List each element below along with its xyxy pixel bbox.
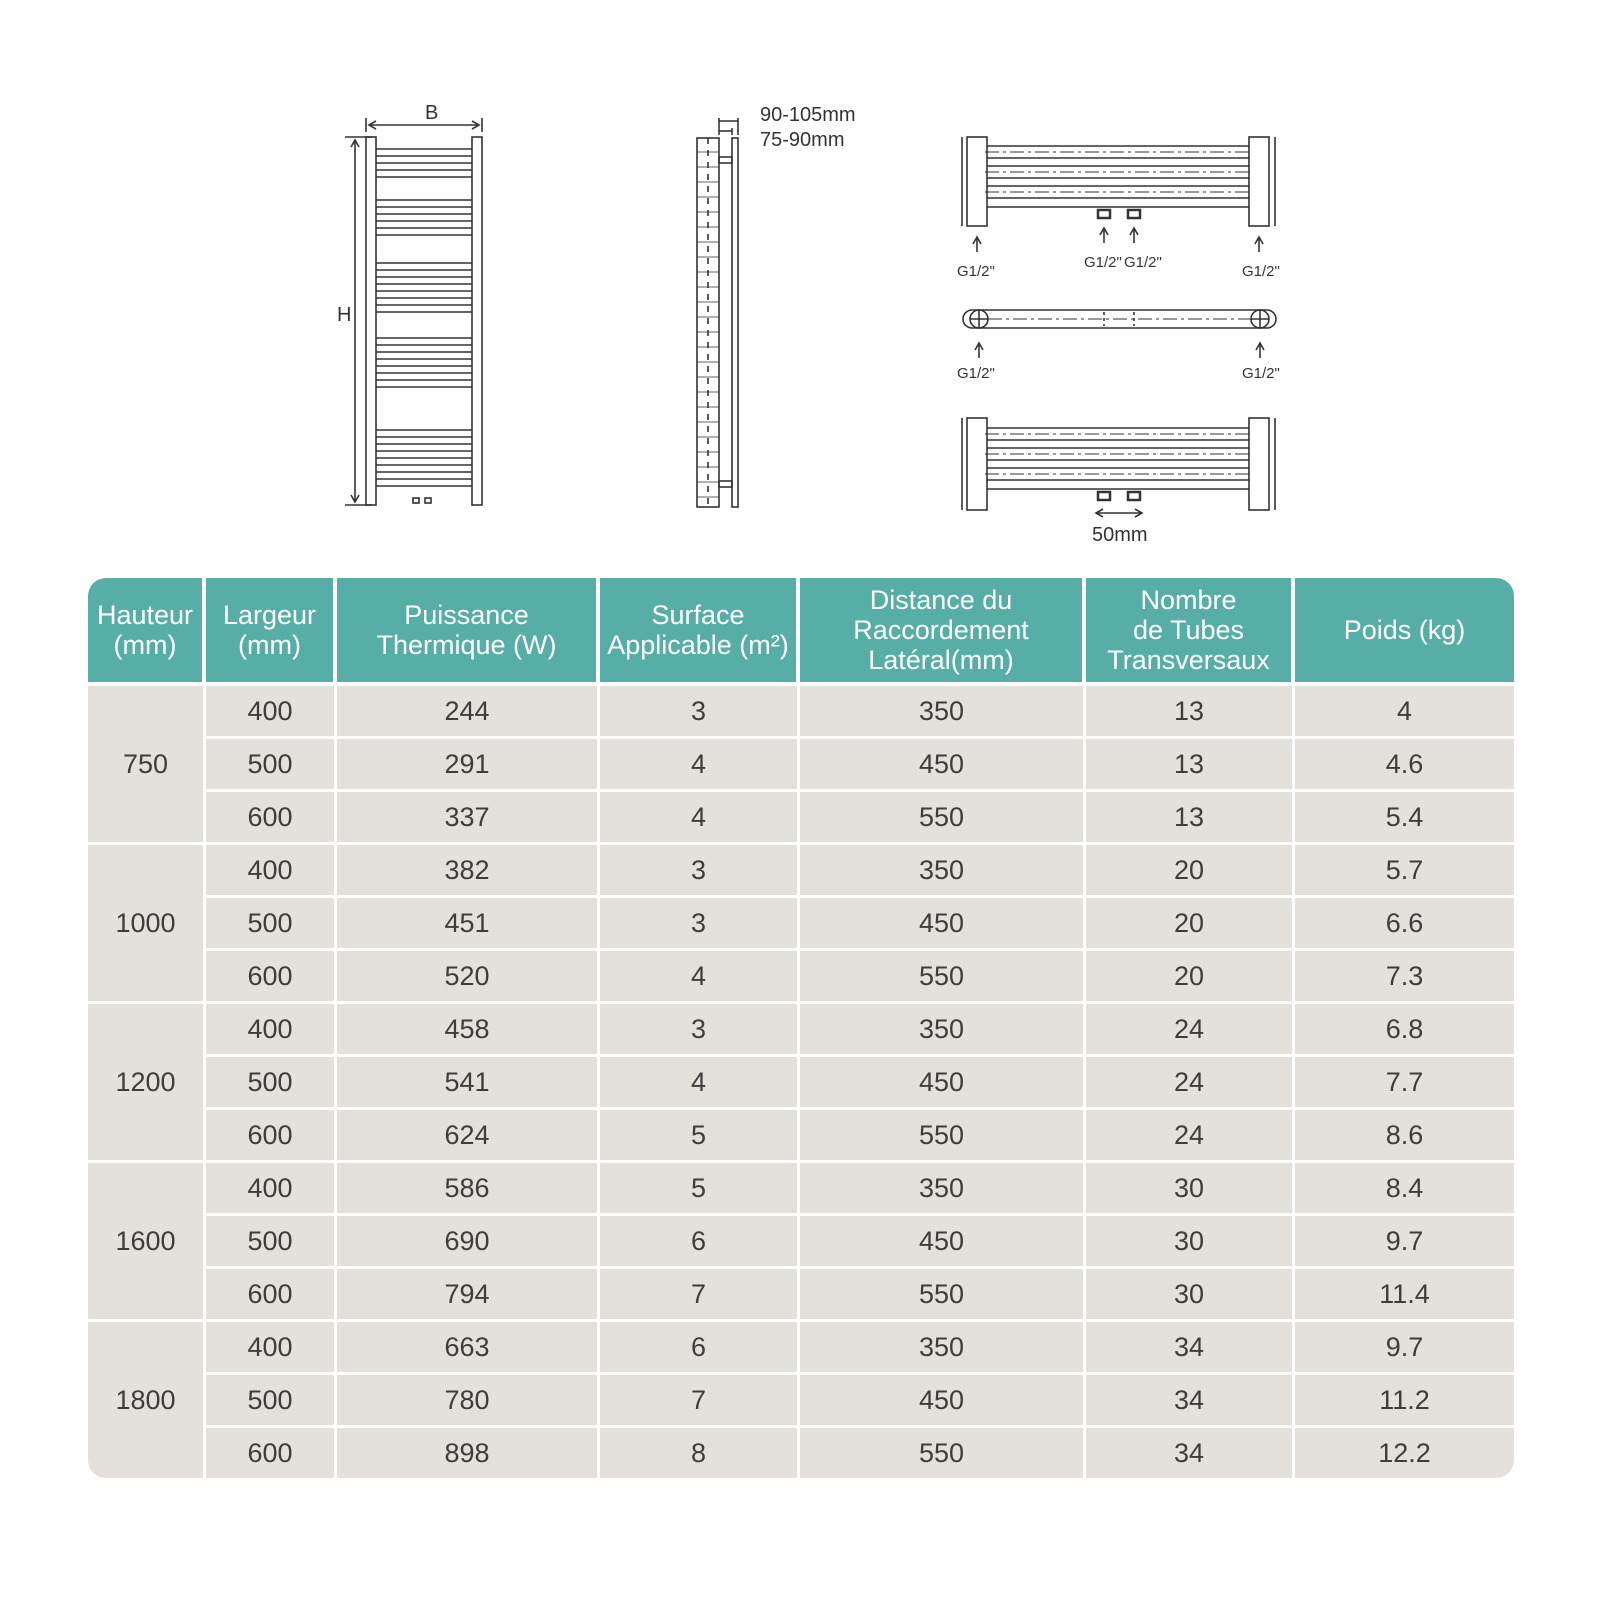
- table-row: [88, 1322, 1514, 1375]
- column-header: [337, 578, 600, 682]
- column-header-line: Raccordement: [853, 615, 1029, 645]
- table-cell: 520: [337, 951, 600, 1004]
- table-cell: 7.7: [1295, 1057, 1514, 1110]
- table-row: [88, 1375, 1514, 1428]
- table-cell: 8.6: [1295, 1110, 1514, 1163]
- table-cell: 500: [206, 1057, 337, 1110]
- table-cell: 34: [1086, 1428, 1295, 1478]
- table-cell: 450: [800, 1216, 1086, 1269]
- table-cell: 6: [600, 1216, 800, 1269]
- column-header-line: (mm): [113, 630, 177, 660]
- table-cell: 898: [337, 1428, 600, 1478]
- table-row: [88, 1057, 1514, 1110]
- table-cell: 450: [800, 1375, 1086, 1428]
- table-cell: 4: [1295, 682, 1514, 739]
- table-cell: 20: [1086, 951, 1295, 1004]
- table-cell: 24: [1086, 1057, 1295, 1110]
- column-header-line: de Tubes: [1132, 615, 1245, 645]
- column-header: [1295, 578, 1514, 682]
- table-cell: 11.2: [1295, 1375, 1514, 1428]
- front-view-drawing: [345, 118, 482, 505]
- table-cell: 400: [206, 1004, 337, 1057]
- table-cell: 24: [1086, 1110, 1295, 1163]
- hauteur-cell: 1200: [88, 1004, 206, 1163]
- table-cell: 20: [1086, 898, 1295, 951]
- table-cell: 500: [206, 898, 337, 951]
- table-cell: 550: [800, 1110, 1086, 1163]
- column-header: [600, 578, 800, 682]
- table-cell: 5.4: [1295, 792, 1514, 845]
- table-row: [88, 951, 1514, 1004]
- column-header-line: (mm): [238, 630, 301, 660]
- table-cell: 550: [800, 792, 1086, 845]
- table-row: [88, 792, 1514, 845]
- column-header-line: Applicable (m²): [607, 630, 789, 660]
- table-cell: 663: [337, 1322, 600, 1375]
- table-cell: 8: [600, 1428, 800, 1478]
- table-cell: 7: [600, 1375, 800, 1428]
- table-cell: 291: [337, 739, 600, 792]
- table-cell: 500: [206, 1216, 337, 1269]
- table-cell: 30: [1086, 1269, 1295, 1322]
- table-row: [88, 845, 1514, 898]
- table-cell: 3: [600, 682, 800, 739]
- column-header-line: Largeur: [222, 600, 317, 630]
- conn-label-top-left: G1/2": [957, 263, 995, 280]
- table-cell: 600: [206, 951, 337, 1004]
- table-cell: 382: [337, 845, 600, 898]
- table-cell: 690: [337, 1216, 600, 1269]
- connection-top-drawing: [962, 137, 1275, 252]
- conn-label-top-mid-a: G1/2": [1084, 254, 1122, 271]
- table-cell: 400: [206, 682, 337, 739]
- table-cell: 550: [800, 1428, 1086, 1478]
- connection-plan-drawing: [963, 310, 1276, 358]
- column-header-line: Transversaux: [1107, 645, 1270, 675]
- table-cell: 4.6: [1295, 739, 1514, 792]
- table-cell: 4: [600, 1057, 800, 1110]
- column-header-line: Nombre: [1140, 585, 1237, 615]
- conn-label-top-mid-b: G1/2": [1124, 254, 1162, 271]
- table-cell: 541: [337, 1057, 600, 1110]
- table-cell: 4: [600, 951, 800, 1004]
- table-cell: 5: [600, 1163, 800, 1216]
- table-row: [88, 1216, 1514, 1269]
- table-row: [88, 1269, 1514, 1322]
- table-cell: 13: [1086, 739, 1295, 792]
- table-cell: 550: [800, 951, 1086, 1004]
- hauteur-cell: 1800: [88, 1322, 206, 1478]
- table-cell: 550: [800, 1269, 1086, 1322]
- table-cell: 794: [337, 1269, 600, 1322]
- width-label-b: B: [425, 102, 439, 124]
- table-row: [88, 1110, 1514, 1163]
- conn-label-mid-right: G1/2": [1242, 365, 1280, 382]
- table-cell: 20: [1086, 845, 1295, 898]
- column-header-line: Hauteur: [96, 600, 194, 630]
- table-cell: 5.7: [1295, 845, 1514, 898]
- table-cell: 350: [800, 682, 1086, 739]
- column-header: [800, 578, 1086, 682]
- table-cell: 3: [600, 845, 800, 898]
- table-row: [88, 739, 1514, 792]
- column-header: [206, 578, 337, 682]
- table-cell: 3: [600, 898, 800, 951]
- table-cell: 12.2: [1295, 1428, 1514, 1478]
- table-cell: 450: [800, 1057, 1086, 1110]
- table-cell: 350: [800, 1004, 1086, 1057]
- depth-max-label: 90-105mm: [760, 104, 856, 126]
- conn-label-top-right: G1/2": [1242, 263, 1280, 280]
- table-cell: 6: [600, 1322, 800, 1375]
- table-cell: 624: [337, 1110, 600, 1163]
- table-cell: 451: [337, 898, 600, 951]
- valve-spacing-label: 50mm: [1092, 524, 1148, 546]
- table-cell: 30: [1086, 1216, 1295, 1269]
- hauteur-cell: 1600: [88, 1163, 206, 1322]
- column-header: [1086, 578, 1295, 682]
- table-cell: 458: [337, 1004, 600, 1057]
- table-cell: 13: [1086, 682, 1295, 739]
- table-cell: 3: [600, 1004, 800, 1057]
- table-cell: 450: [800, 739, 1086, 792]
- table-cell: 350: [800, 845, 1086, 898]
- table-cell: 7.3: [1295, 951, 1514, 1004]
- drawing-svg: [0, 0, 1600, 560]
- table-cell: 4: [600, 739, 800, 792]
- table-cell: 400: [206, 1163, 337, 1216]
- column-header: [88, 578, 206, 682]
- column-header-line: Poids (kg): [1343, 615, 1466, 645]
- table-cell: 9.7: [1295, 1216, 1514, 1269]
- table-cell: 13: [1086, 792, 1295, 845]
- table-row: [88, 1163, 1514, 1216]
- table-cell: 244: [337, 682, 600, 739]
- table-body: [88, 682, 1514, 1478]
- hauteur-cell: 1000: [88, 845, 206, 1004]
- table-cell: 600: [206, 1428, 337, 1478]
- height-label-h: H: [337, 304, 352, 326]
- table-cell: 34: [1086, 1322, 1295, 1375]
- table-row: [88, 1004, 1514, 1057]
- table-cell: 350: [800, 1322, 1086, 1375]
- table-cell: 450: [800, 898, 1086, 951]
- table-cell: 586: [337, 1163, 600, 1216]
- table-cell: 24: [1086, 1004, 1295, 1057]
- table-cell: 500: [206, 1375, 337, 1428]
- table-row: [88, 1428, 1514, 1478]
- specifications-table: [88, 578, 1514, 1478]
- table-cell: 11.4: [1295, 1269, 1514, 1322]
- table-cell: 30: [1086, 1163, 1295, 1216]
- table-cell: 400: [206, 1322, 337, 1375]
- table-cell: 7: [600, 1269, 800, 1322]
- table-row: [88, 898, 1514, 951]
- column-header-line: Thermique (W): [376, 630, 557, 660]
- table-cell: 6.6: [1295, 898, 1514, 951]
- table-cell: 600: [206, 792, 337, 845]
- table-cell: 8.4: [1295, 1163, 1514, 1216]
- table-header: [88, 578, 1514, 682]
- table-cell: 600: [206, 1269, 337, 1322]
- table-cell: 5: [600, 1110, 800, 1163]
- table-cell: 600: [206, 1110, 337, 1163]
- table-cell: 6.8: [1295, 1004, 1514, 1057]
- connection-bottom-drawing: [962, 418, 1275, 517]
- column-header-line: Surface: [651, 600, 745, 630]
- table-cell: 34: [1086, 1375, 1295, 1428]
- side-view-drawing: [697, 118, 738, 507]
- hauteur-cell: 750: [88, 682, 206, 845]
- table-cell: 4: [600, 792, 800, 845]
- table-cell: 500: [206, 739, 337, 792]
- column-header-line: Distance du: [869, 585, 1013, 615]
- technical-drawings: [0, 0, 1600, 560]
- table-cell: 350: [800, 1163, 1086, 1216]
- table-cell: 780: [337, 1375, 600, 1428]
- depth-min-label: 75-90mm: [760, 129, 845, 151]
- table-cell: 9.7: [1295, 1322, 1514, 1375]
- table-row: [88, 682, 1514, 739]
- table-cell: 337: [337, 792, 600, 845]
- column-header-line: Latéral(mm): [868, 645, 1014, 675]
- column-header-line: Puissance: [404, 600, 529, 630]
- table-cell: 400: [206, 845, 337, 898]
- conn-label-mid-left: G1/2": [957, 365, 995, 382]
